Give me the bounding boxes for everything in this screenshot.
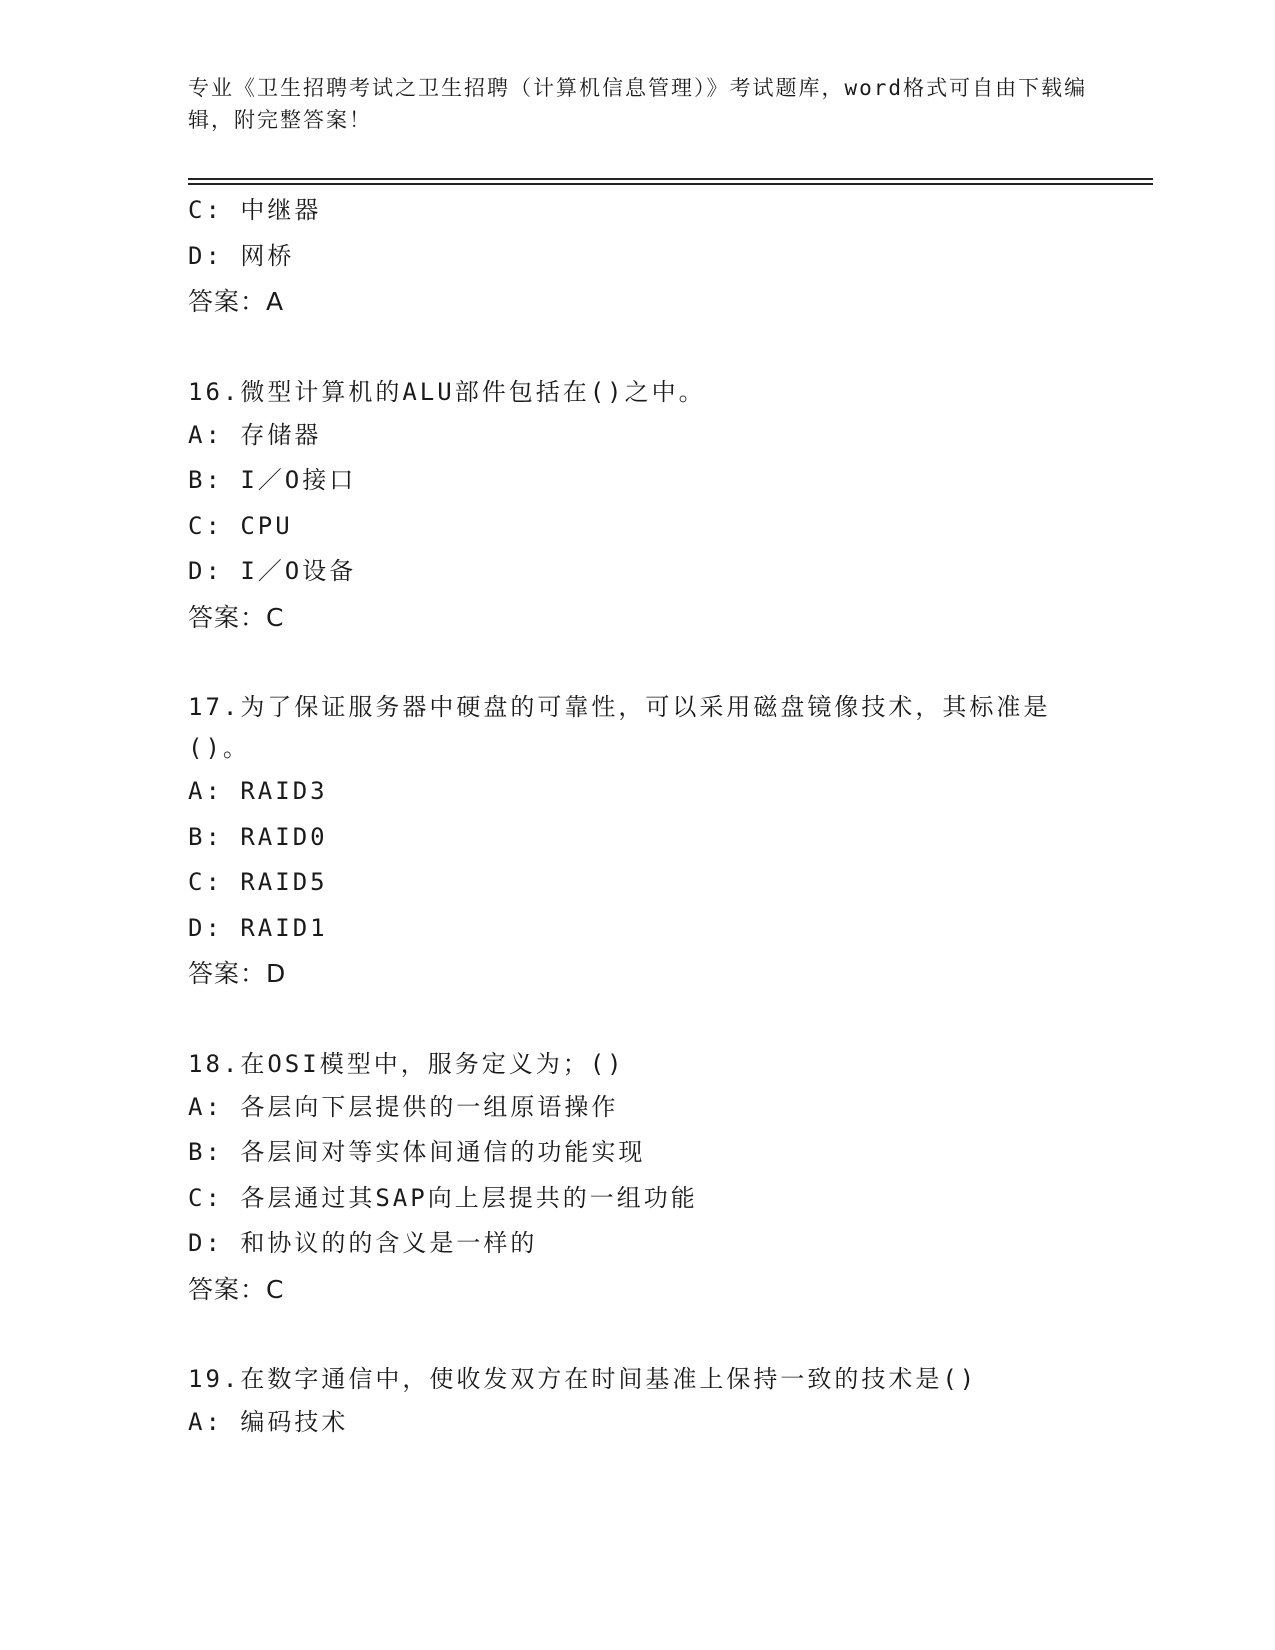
question-stem: 16.微型计算机的ALU部件包括在()之中。 [188,377,706,406]
option-c: C: CPU [188,511,293,540]
option-c: C: 中继器 [188,196,322,224]
answer-label: 答案：C [188,1274,285,1304]
option-b: B: I／O接口 [188,466,357,494]
option-d: D: 和协议的的含义是一样的 [188,1229,538,1257]
spacer [188,640,1108,685]
header-rule-bottom [188,183,1153,185]
option-d: D: RAID1 [188,913,328,942]
question-block-15 [188,188,1108,325]
answer-label: 答案：D [188,959,287,988]
spacer [188,325,1108,370]
option-a: A: RAID3 [188,777,328,805]
question-block-18 [188,1042,1108,1313]
option-c: C: 各层通过其SAP向上层提共的一组功能 [188,1183,698,1212]
header-rule-top [188,178,1153,180]
option-c: C: RAID5 [188,868,328,896]
option-b: B: 各层间对等实体间通信的功能实现 [188,1138,646,1166]
option-a: A: 存储器 [188,420,322,449]
question-list [188,188,1108,1446]
question-stem: 18.在OSI模型中，服务定义为；() [188,1049,625,1078]
question-stem: 17.为了保证服务器中硬盘的可靠性，可以采用磁盘镜像技术，其标准是()。 [188,693,1051,762]
question-block-17 [188,685,1108,997]
option-d: D: I／O设备 [188,557,357,585]
option-b: B: RAID0 [188,822,328,851]
option-a: A: 编码技术 [188,1408,349,1436]
question-stem: 19.在数字通信中，使收发双方在时间基准上保持一致的技术是() [188,1365,978,1393]
answer-label: 答案：C [188,602,285,632]
spacer [188,1312,1108,1357]
spacer [188,997,1108,1042]
document-header: 专业《卫生招聘考试之卫生招聘（计算机信息管理）》考试题库，word格式可自由下载编辑，附完整答案！ [188,76,1088,132]
option-d: D: 网桥 [188,241,295,270]
answer-label: 答案：A [188,287,285,316]
question-block-16 [188,370,1108,641]
question-block-19 [188,1357,1108,1446]
option-a: A: 各层向下层提供的一组原语操作 [188,1092,619,1121]
